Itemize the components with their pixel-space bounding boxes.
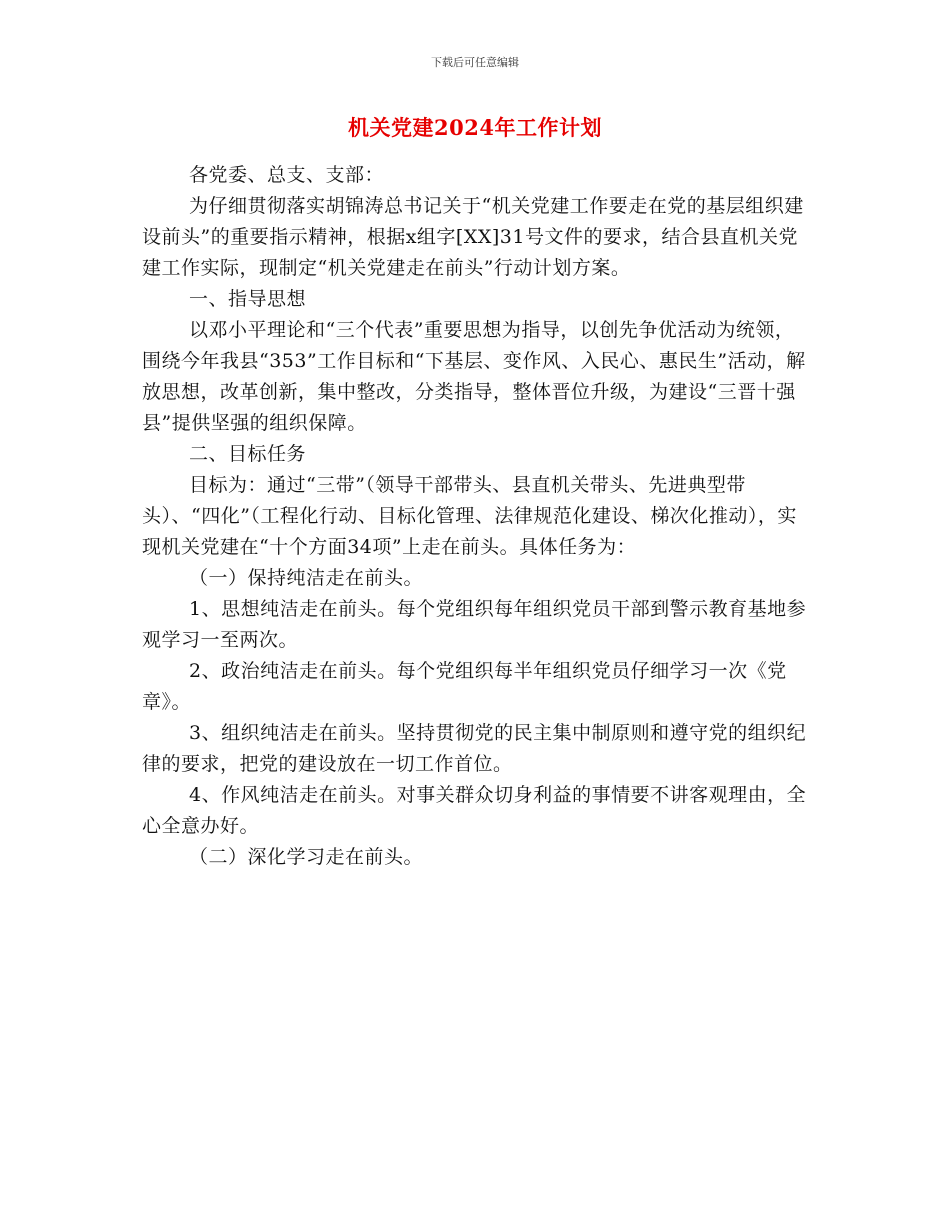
guiding-ideology-paragraph: 以邓小平理论和“三个代表”重要思想为指导，以创先争优活动为统领，围绕今年我县“353”工作目标和“下基层、变作风、入民心、惠民生”活动，解放思想，改革创新，集中整改，分类指导，整体晋位升级，为建设“三晋十强县”提供坚强的组织保障。 [142, 319, 806, 434]
document-title: 机关党建2024年工作计划 [348, 115, 602, 140]
header-note: 下载后可任意编辑 [431, 56, 519, 69]
salutation: 各党委、总支、支部： [189, 164, 385, 186]
subsection-heading-purity: （一）保持纯洁走在前头。 [189, 567, 424, 589]
list-item: 3、组织纯洁走在前头。坚持贯彻党的民主集中制原则和遵守党的组织纪律的要求，把党的建设放在一切工作首位。 [142, 722, 807, 775]
document-body [142, 160, 810, 873]
list-item: 1、思想纯洁走在前头。每个党组织每年组织党员干部到警示教育基地参观学习一至两次。 [142, 598, 807, 651]
goals-paragraph: 目标为：通过“三带”（领导干部带头、县直机关带头、先进典型带头）、“四化”（工程化行动、目标化管理、法律规范化建设、梯次化推动），实现机关党建在“十个方面34项”上走在前头。具体任务为： [142, 474, 797, 558]
intro-paragraph: 为仔细贯彻落实胡锦涛总书记关于“机关党建工作要走在党的基层组织建设前头”的重要指示精神，根据x组字[XX]31号文件的要求，结合县直机关党建工作实际，现制定“机关党建走在前头”行动计划方案。 [142, 195, 804, 279]
subsection-heading-study: （二）深化学习走在前头。 [189, 846, 424, 868]
list-item: 2、政治纯洁走在前头。每个党组织每半年组织党员仔细学习一次《党章》。 [142, 660, 787, 713]
section-heading-guiding-ideology: 一、指导思想 [189, 288, 307, 310]
section-heading-goals: 二、目标任务 [189, 443, 307, 465]
list-item: 4、作风纯洁走在前头。对事关群众切身利益的事情要不讲客观理由，全心全意办好。 [142, 784, 807, 837]
